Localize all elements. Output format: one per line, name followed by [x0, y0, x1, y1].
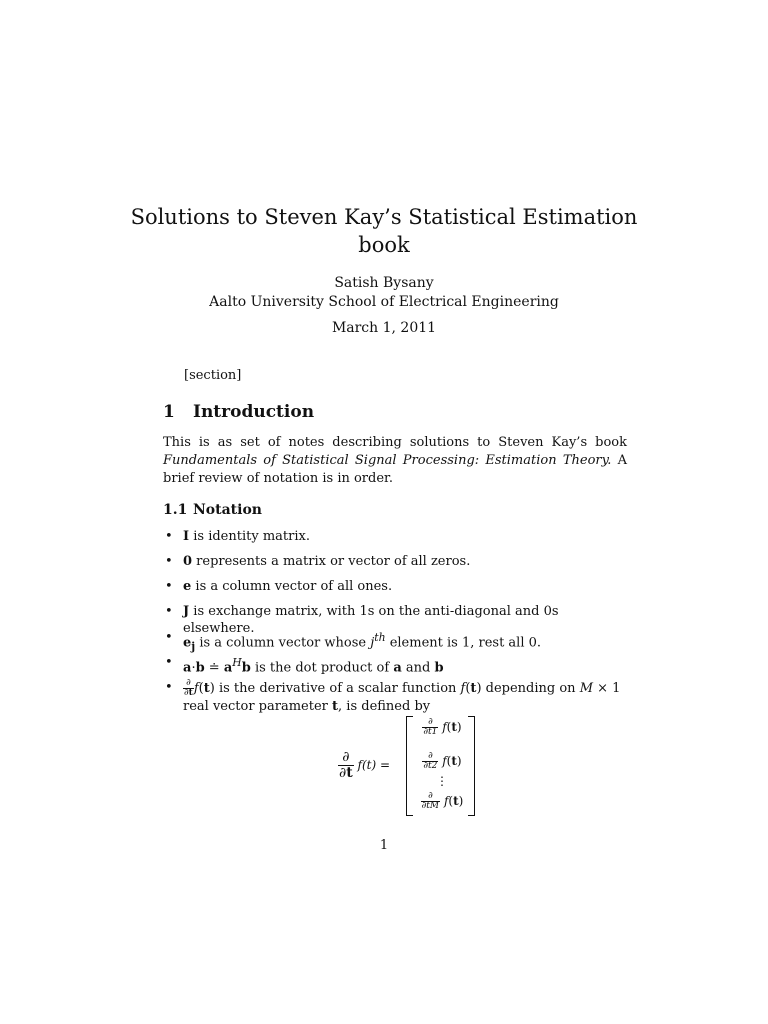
symbol-a: a [183, 660, 192, 676]
symbol-t: t [203, 681, 210, 696]
subsection-number: 1.1 [163, 502, 188, 518]
item-text: is the derivative of a scalar function [214, 681, 461, 696]
equation-lhs [338, 750, 390, 781]
partial-symbol: ∂ [184, 688, 189, 698]
lhs-fraction [338, 750, 354, 781]
symbol-a: a [393, 660, 402, 676]
section-tag: [section] [184, 368, 242, 383]
item-text: represents a matrix or vector of all zeros. [192, 554, 471, 569]
item-text: is a column vector whose [195, 635, 371, 651]
subsection-title: Notation [193, 502, 262, 518]
section-title: Introduction [193, 402, 315, 422]
author-block [0, 274, 768, 312]
item-text: , is defined by [338, 699, 431, 714]
paper-date: March 1, 2011 [331, 320, 437, 336]
symbol-t: t [470, 681, 477, 696]
intro-text: This is as set of notes describing solutions to Steven Kay’s book [163, 435, 627, 450]
superscript-H: H [232, 656, 242, 669]
intro-paragraph [163, 434, 627, 488]
symbol-a: a [223, 660, 233, 676]
symbol-t: t [188, 688, 193, 698]
partial-symbol: ∂ [421, 792, 441, 802]
item-text: is a column vector of all ones. [191, 579, 393, 594]
item-text-end: element is 1, rest all 0. [385, 635, 542, 651]
title-line-2: book [358, 233, 410, 257]
symbol: I [183, 529, 190, 544]
symbol: e [183, 635, 192, 651]
item-text: is identity matrix. [189, 529, 310, 544]
symbol-b: b [195, 660, 205, 676]
item-text: is exchange matrix, with 1s on the anti-diagonal and 0s elsewhere. [183, 604, 559, 636]
var-M: M [579, 681, 594, 696]
list-item [183, 654, 633, 676]
dot-operator: · [191, 660, 196, 676]
equation-row: $\frac{\partial}{\partial t1}$ f(t) [423, 717, 462, 737]
partial-symbol: ∂ [421, 801, 427, 811]
partial-symbol: ∂ [339, 765, 347, 781]
page-number: 1 [379, 838, 389, 853]
list-item: • $\frac{\partial}{\partial t}$ f(t) is the derivative of a scalar function f(t) depending on M × 1 real vector parameter t, is defined by [183, 679, 633, 715]
item-text: and [401, 660, 435, 676]
row-var: tM [426, 801, 440, 811]
paper-title [0, 203, 768, 259]
intro-text-end: A brief review of notation is in order. [163, 453, 627, 486]
partial-symbol: ∂ [423, 727, 429, 737]
title-line-1: Solutions to Steven Kay’s Statistical Estimation [130, 205, 638, 229]
item-text: depending on [481, 681, 580, 696]
vertical-dots: ⋮ [436, 774, 448, 788]
equation-row: $\frac{\partial}{\partial t2}$ f(t) [423, 751, 462, 771]
row-var: t1 [428, 727, 438, 737]
item-text: is the dot product of [250, 660, 394, 676]
right-bracket [468, 716, 475, 816]
partial-symbol: ∂ [342, 749, 350, 765]
subscript: j [191, 639, 196, 653]
func-f: f [460, 681, 466, 696]
partial-symbol: ∂ [422, 752, 438, 762]
symbol-t: t [332, 699, 339, 714]
row-var: t2 [428, 761, 438, 771]
list-item [183, 553, 633, 570]
author-affiliation: Aalto University School of Electrical Engineering [209, 294, 559, 310]
list-item [183, 629, 633, 655]
times-one: × 1 [593, 681, 621, 696]
derivative-equation [338, 712, 488, 816]
author-name: Satish Bysany [334, 275, 434, 291]
symbol-t: t [346, 765, 353, 781]
symbol-b: b [434, 660, 444, 676]
partial-symbol: ∂ [423, 761, 429, 771]
superscript-th: th [374, 631, 386, 644]
list-item [183, 528, 633, 545]
partial-symbol: ∂ [186, 678, 191, 688]
subsection-heading-notation [163, 502, 262, 518]
equation-row: $\frac{\partial}{\partial tM}$ f(t) [421, 791, 464, 811]
symbol: J [183, 604, 190, 619]
partial-symbol: ∂ [422, 718, 438, 728]
section-heading-introduction [163, 402, 314, 422]
defeq-operator: ≐ [204, 660, 224, 676]
item-text: real vector parameter [183, 699, 332, 714]
var-j: j [370, 635, 375, 651]
symbol: e [183, 579, 192, 594]
symbol: 0 [183, 554, 193, 569]
partial-fraction [183, 679, 194, 698]
list-item [183, 578, 633, 595]
lhs-f: f(t) = [357, 758, 391, 772]
book-title: Fundamentals of Statistical Signal Processing: Estimation Theory. [163, 453, 612, 468]
symbol-b: b [241, 660, 251, 676]
section-number: 1 [163, 402, 175, 422]
left-bracket [406, 716, 413, 816]
